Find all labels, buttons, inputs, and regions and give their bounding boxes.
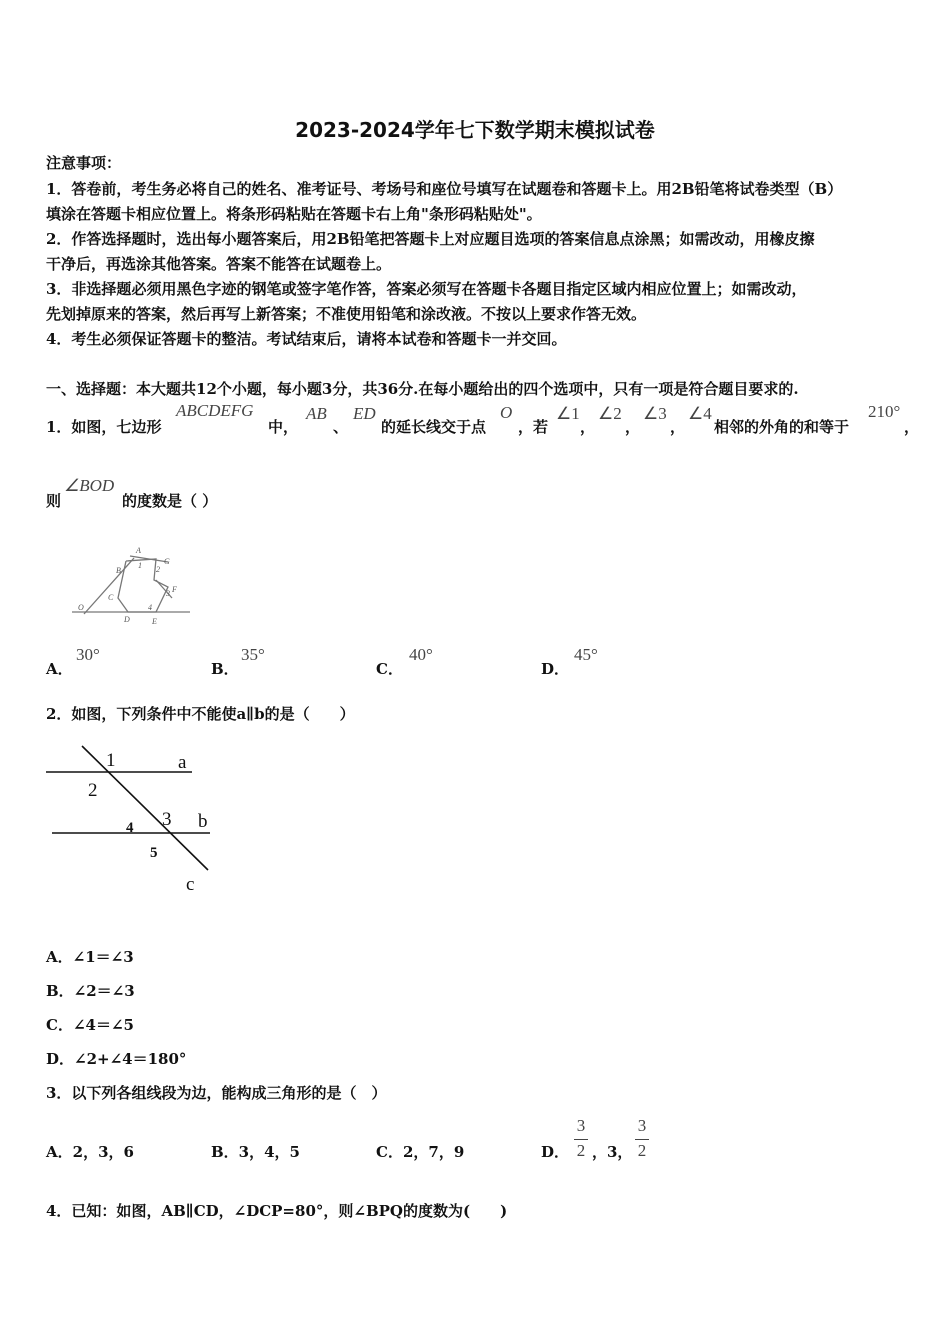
line-c: [82, 746, 208, 870]
fraction-bar: [574, 1139, 588, 1140]
q1-text: 的度数是（ ）: [122, 492, 218, 510]
q1-option-d-value: 45°: [574, 645, 598, 664]
extension-ag: [130, 556, 168, 562]
q1-angle-bod: ∠BOD: [64, 476, 115, 495]
q3-d-denominator-2: 2: [637, 1141, 647, 1160]
notice-line: 2．作答选择题时，选出每小题答案后，用2B铅笔把答题卡上对应题目选项的答案信息点涂黑；如需改动，用橡皮擦: [46, 230, 815, 248]
q1-option-d-label: D．: [541, 660, 570, 678]
label-e: E: [152, 617, 157, 626]
label-3: 3: [162, 809, 172, 830]
q3-option-d-mid: ，3，: [592, 1143, 633, 1161]
q1-text: 、: [333, 418, 349, 436]
label-1: 1: [106, 750, 116, 771]
notice-line: 干净后，再选涂其他答案。答案不能答在试题卷上。: [46, 255, 392, 273]
q1-text: ，: [580, 418, 596, 436]
q3-d-denominator-1: 2: [576, 1141, 586, 1160]
q1-angle4: ∠4: [688, 404, 712, 423]
q2-option-a: A．∠1＝∠3: [46, 948, 134, 966]
line-ab-extended: [84, 558, 134, 614]
label-o: O: [78, 603, 84, 612]
q3-stem: 3．以下列各组线段为边，能构成三角形的是（ ）: [46, 1084, 387, 1102]
q1-option-b-label: B．: [211, 660, 239, 678]
q1-text: ，: [670, 418, 686, 436]
q3-option-b: B．3，4，5: [211, 1143, 300, 1161]
q3-d-numerator-1: 3: [576, 1116, 586, 1135]
q1-heptagon-figure: [68, 540, 198, 630]
notice-heading: 注意事项：: [46, 154, 122, 172]
label-c: c: [186, 874, 195, 895]
q1-text: 则: [46, 492, 62, 510]
label-4: 4: [126, 820, 134, 836]
q2-stem: 2．如图，下列条件中不能使a∥b的是（ ）: [46, 705, 355, 723]
q2-option-c: C．∠4＝∠5: [46, 1016, 134, 1034]
label-g: G: [164, 557, 170, 566]
notice-line: 1．答卷前，考生务必将自己的姓名、准考证号、考场号和座位号填写在试题卷和答题卡上。用2B铅笔将试卷类型（B）: [46, 180, 843, 198]
notice-line: 填涂在答题卡相应位置上。将条形码粘贴在答题卡右上角"条形码粘贴处"。: [46, 205, 542, 223]
label-a: A: [136, 546, 141, 555]
q1-option-a-value: 30°: [76, 645, 100, 664]
label-1: 1: [138, 561, 142, 570]
q3-option-c: C．2，7，9: [376, 1143, 465, 1161]
q1-point-o: O: [500, 403, 513, 422]
label-2: 2: [88, 780, 98, 801]
label-b: B: [116, 566, 121, 575]
q3-option-a: A．2，3，6: [46, 1143, 134, 1161]
section-heading: 一、选择题：本大题共12个小题，每小题3分，共36分.在每小题给出的四个选项中，只有一项是符合题目要求的.: [46, 380, 799, 398]
q1-text: ，: [625, 418, 641, 436]
label-4: 4: [148, 603, 152, 612]
q1-text: 相邻的外角的和等于: [714, 418, 850, 436]
notice-line: 先划掉原来的答案，然后再写上新答案；不准使用铅笔和涂改液。不按以上要求作答无效。: [46, 305, 647, 323]
notice-line: 4．考生必须保证答题卡的整洁。考试结束后，请将本试卷和答题卡一并交回。: [46, 330, 567, 348]
label-5: 5: [150, 845, 158, 861]
q1-angle2: ∠2: [598, 404, 622, 423]
q4-stem: 4．已知：如图，AB∥CD，∠DCP=80°，则∠BPQ的度数为( ): [46, 1202, 508, 1220]
q1-polygon: ABCDEFG: [176, 401, 254, 420]
q1-text: 中，: [268, 418, 299, 436]
q1-angle3: ∠3: [643, 404, 667, 423]
q1-text: 的延长线交于点: [381, 418, 487, 436]
q1-option-b-value: 35°: [241, 645, 265, 664]
q1-text: ，: [904, 418, 920, 436]
page-title: 2023-2024学年七下数学期末模拟试卷: [295, 118, 655, 142]
label-2: 2: [156, 565, 160, 574]
label-c: C: [108, 593, 114, 602]
label-b: b: [198, 811, 208, 832]
q1-text: ，若: [518, 418, 549, 436]
label-d: D: [124, 615, 130, 624]
notice-line: 3．非选择题必须用黑色字迹的钢笔或签字笔作答，答案必须写在答题卡各题目指定区域内相应位置上；如需改动，: [46, 280, 807, 298]
q2-option-b: B．∠2＝∠3: [46, 982, 135, 1000]
q3-d-numerator-2: 3: [637, 1116, 647, 1135]
q1-option-c-value: 40°: [409, 645, 433, 664]
q1-sum: 210°: [868, 402, 901, 421]
q2-option-d: D．∠2+∠4＝180°: [46, 1050, 187, 1068]
q1-angle1: ∠1: [556, 404, 580, 423]
label-a: a: [178, 752, 187, 773]
q2-parallel-lines-figure: [40, 740, 220, 900]
q1-option-a-label: A．: [46, 660, 73, 678]
fraction-bar: [635, 1139, 649, 1140]
q1-ed: ED: [353, 404, 376, 423]
q1-option-c-label: C．: [376, 660, 403, 678]
q3-option-d-label: D．: [541, 1143, 570, 1161]
label-f: F: [172, 585, 177, 594]
label-3: 3: [166, 589, 170, 598]
q1-ab: AB: [306, 404, 327, 423]
q1-stem-start: 1．如图，七边形: [46, 418, 162, 436]
